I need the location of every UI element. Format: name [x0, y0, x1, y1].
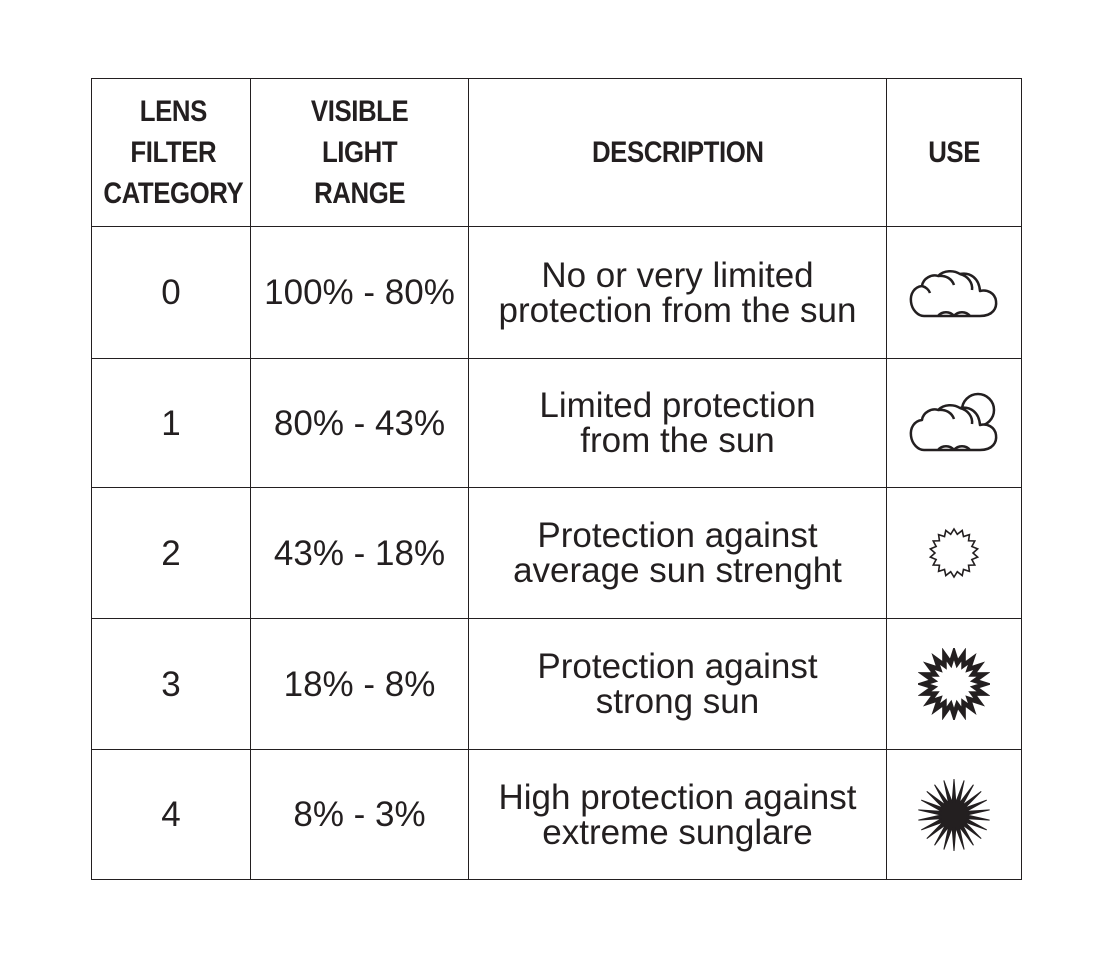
use-cell: [887, 227, 1022, 359]
table-row: [92, 750, 1022, 880]
sun-solid-icon: [916, 777, 992, 853]
cloud-with-sun-icon: [908, 390, 1000, 456]
cloud-icon: [908, 263, 1000, 323]
table-row: [92, 359, 1022, 488]
light-range-cell: 100% - 80%: [251, 227, 469, 359]
description-cell: Limited protection from the sun: [469, 359, 887, 488]
category-cell: 2: [92, 488, 251, 619]
description-cell: Protection against average sun strenght: [469, 488, 887, 619]
header-row: [92, 79, 1022, 227]
description-cell: High protection against extreme sunglare: [469, 750, 887, 880]
lens-filter-table: [91, 78, 1022, 880]
header-visible-light-range: VISIBLE LIGHT RANGE: [251, 79, 469, 227]
table-row: [92, 227, 1022, 359]
description-cell: Protection against strong sun: [469, 619, 887, 750]
header-use: USE: [887, 79, 1022, 227]
use-cell: [887, 619, 1022, 750]
table-row: [92, 488, 1022, 619]
sun-outline-bold-icon: [918, 648, 990, 720]
sun-outline-small-icon: [926, 525, 982, 581]
light-range-cell: 43% - 18%: [251, 488, 469, 619]
use-cell: [887, 359, 1022, 488]
light-range-cell: 80% - 43%: [251, 359, 469, 488]
table-row: [92, 619, 1022, 750]
category-cell: 4: [92, 750, 251, 880]
light-range-cell: 18% - 8%: [251, 619, 469, 750]
use-cell: [887, 488, 1022, 619]
header-description: DESCRIPTION: [469, 79, 887, 227]
light-range-cell: 8% - 3%: [251, 750, 469, 880]
category-cell: 1: [92, 359, 251, 488]
category-cell: 0: [92, 227, 251, 359]
use-cell: [887, 750, 1022, 880]
description-cell: No or very limited protection from the sun: [469, 227, 887, 359]
category-cell: 3: [92, 619, 251, 750]
header-lens-filter-category: LENS FILTER CATEGORY: [92, 79, 251, 227]
